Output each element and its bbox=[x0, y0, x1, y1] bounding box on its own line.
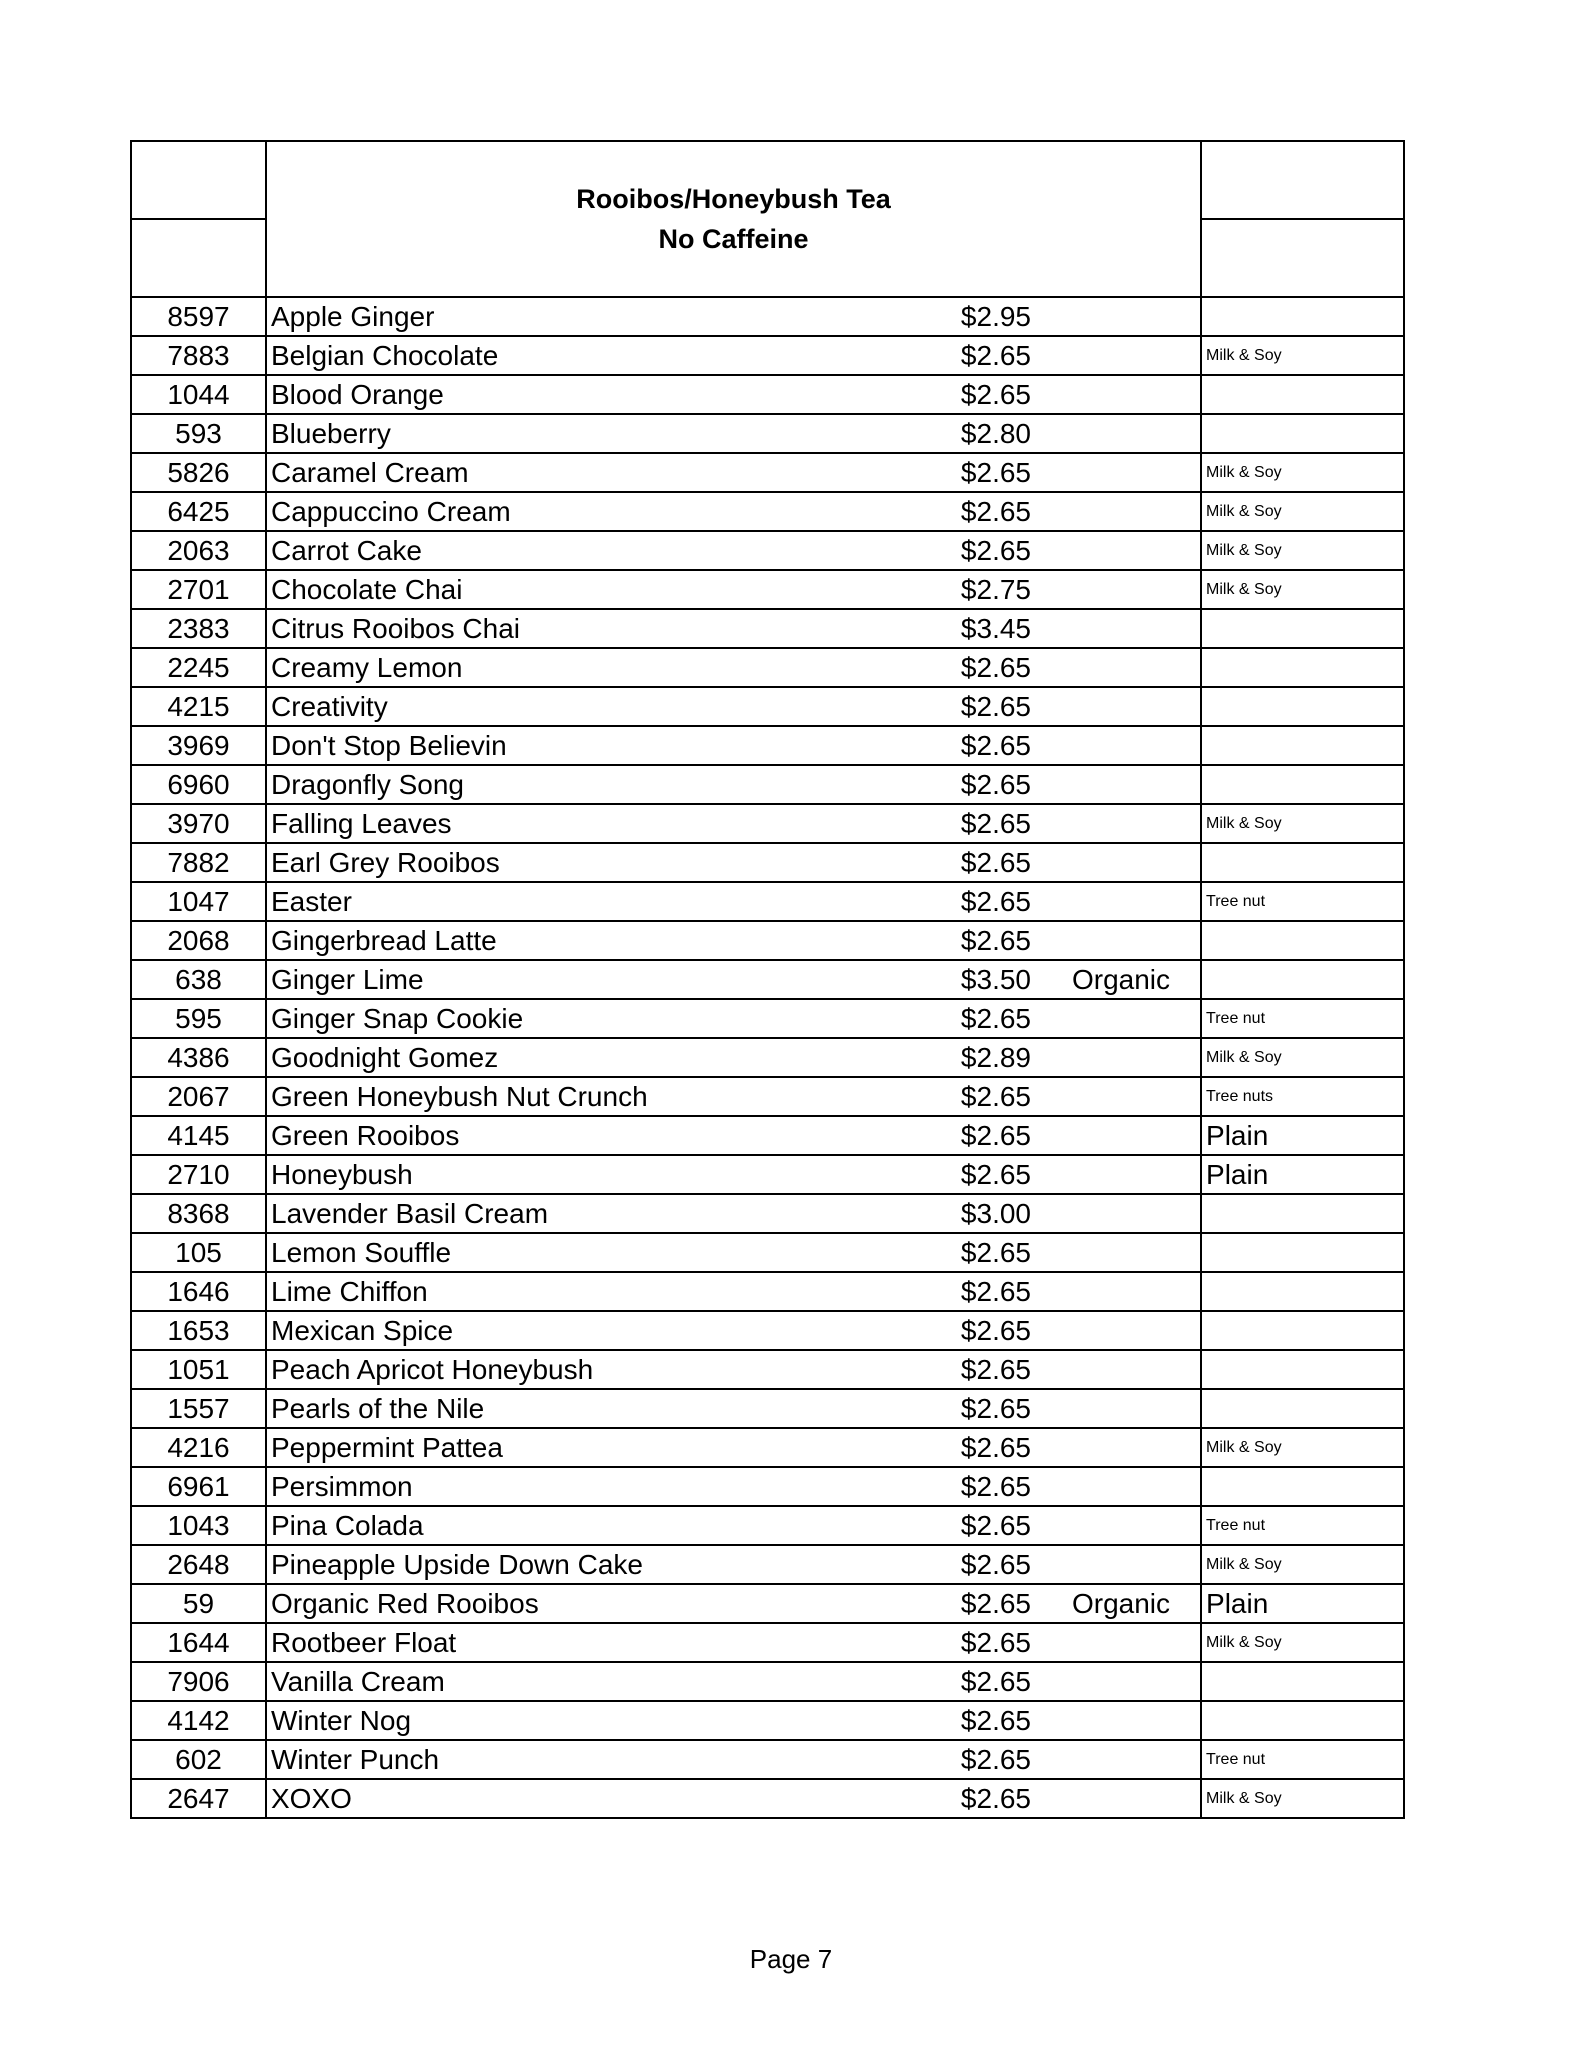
item-name: Vanilla Cream bbox=[266, 1662, 923, 1701]
item-number: 3970 bbox=[131, 804, 266, 843]
item-note bbox=[1201, 1350, 1404, 1389]
header-id-cell-top bbox=[131, 141, 266, 219]
item-price: $2.65 bbox=[923, 492, 1043, 531]
item-note: Milk & Soy bbox=[1201, 1038, 1404, 1077]
header-id-cell-bottom bbox=[131, 219, 266, 297]
item-price: $2.95 bbox=[923, 297, 1043, 336]
item-price: $2.65 bbox=[923, 336, 1043, 375]
item-note: Tree nuts bbox=[1201, 1077, 1404, 1116]
header-row-top bbox=[131, 141, 1404, 219]
item-number: 59 bbox=[131, 1584, 266, 1623]
item-price: $2.65 bbox=[923, 1155, 1043, 1194]
item-number: 6961 bbox=[131, 1467, 266, 1506]
item-number: 3969 bbox=[131, 726, 266, 765]
item-name: Winter Nog bbox=[266, 1701, 923, 1740]
item-organic bbox=[1043, 921, 1201, 960]
table-row bbox=[131, 1350, 1404, 1389]
table-body bbox=[131, 141, 1404, 1818]
item-price: $2.65 bbox=[923, 999, 1043, 1038]
item-organic bbox=[1043, 492, 1201, 531]
item-organic bbox=[1043, 297, 1201, 336]
item-number: 2245 bbox=[131, 648, 266, 687]
item-organic bbox=[1043, 1428, 1201, 1467]
item-number: 8368 bbox=[131, 1194, 266, 1233]
item-organic bbox=[1043, 1194, 1201, 1233]
item-name: Blueberry bbox=[266, 414, 923, 453]
item-number: 2701 bbox=[131, 570, 266, 609]
table-row bbox=[131, 1506, 1404, 1545]
item-note: Milk & Soy bbox=[1201, 336, 1404, 375]
item-number: 1653 bbox=[131, 1311, 266, 1350]
item-price: $2.89 bbox=[923, 1038, 1043, 1077]
item-price: $2.65 bbox=[923, 1662, 1043, 1701]
table-row bbox=[131, 297, 1404, 336]
item-note: Milk & Soy bbox=[1201, 453, 1404, 492]
table-row bbox=[131, 921, 1404, 960]
item-organic bbox=[1043, 1311, 1201, 1350]
item-price: $2.65 bbox=[923, 1779, 1043, 1818]
item-name: Belgian Chocolate bbox=[266, 336, 923, 375]
item-name: Creamy Lemon bbox=[266, 648, 923, 687]
item-name: Honeybush bbox=[266, 1155, 923, 1194]
item-price: $2.65 bbox=[923, 1506, 1043, 1545]
item-number: 7883 bbox=[131, 336, 266, 375]
table-row bbox=[131, 1740, 1404, 1779]
table-row bbox=[131, 336, 1404, 375]
item-note: Milk & Soy bbox=[1201, 570, 1404, 609]
item-note bbox=[1201, 1467, 1404, 1506]
item-number: 2067 bbox=[131, 1077, 266, 1116]
item-number: 4386 bbox=[131, 1038, 266, 1077]
item-note: Plain bbox=[1201, 1584, 1404, 1623]
item-name: Creativity bbox=[266, 687, 923, 726]
item-price: $3.45 bbox=[923, 609, 1043, 648]
table-row bbox=[131, 1662, 1404, 1701]
item-number: 7882 bbox=[131, 843, 266, 882]
item-organic bbox=[1043, 648, 1201, 687]
item-name: Persimmon bbox=[266, 1467, 923, 1506]
item-note: Milk & Soy bbox=[1201, 1623, 1404, 1662]
item-organic bbox=[1043, 882, 1201, 921]
table-row bbox=[131, 375, 1404, 414]
item-note bbox=[1201, 414, 1404, 453]
item-note bbox=[1201, 765, 1404, 804]
item-name: Goodnight Gomez bbox=[266, 1038, 923, 1077]
item-number: 595 bbox=[131, 999, 266, 1038]
item-number: 4215 bbox=[131, 687, 266, 726]
item-price: $2.65 bbox=[923, 1545, 1043, 1584]
table-row bbox=[131, 804, 1404, 843]
item-organic bbox=[1043, 843, 1201, 882]
item-price: $2.65 bbox=[923, 1350, 1043, 1389]
item-number: 5826 bbox=[131, 453, 266, 492]
table-row bbox=[131, 1428, 1404, 1467]
item-organic bbox=[1043, 414, 1201, 453]
item-name: Peppermint Pattea bbox=[266, 1428, 923, 1467]
item-organic bbox=[1043, 1389, 1201, 1428]
item-price: $3.50 bbox=[923, 960, 1043, 999]
item-price: $2.65 bbox=[923, 1116, 1043, 1155]
item-number: 1051 bbox=[131, 1350, 266, 1389]
item-note bbox=[1201, 687, 1404, 726]
item-price: $2.65 bbox=[923, 1233, 1043, 1272]
item-note: Milk & Soy bbox=[1201, 531, 1404, 570]
item-note bbox=[1201, 609, 1404, 648]
item-number: 4142 bbox=[131, 1701, 266, 1740]
item-price: $2.65 bbox=[923, 726, 1043, 765]
item-price: $2.65 bbox=[923, 1389, 1043, 1428]
item-organic bbox=[1043, 1623, 1201, 1662]
item-name: Blood Orange bbox=[266, 375, 923, 414]
table-row bbox=[131, 1389, 1404, 1428]
table-row bbox=[131, 1467, 1404, 1506]
item-note bbox=[1201, 1662, 1404, 1701]
item-price: $2.65 bbox=[923, 687, 1043, 726]
table-title bbox=[266, 141, 1201, 297]
page-number: Page 7 bbox=[749, 1944, 833, 1974]
item-note bbox=[1201, 375, 1404, 414]
item-number: 7906 bbox=[131, 1662, 266, 1701]
table-row bbox=[131, 1155, 1404, 1194]
item-note: Milk & Soy bbox=[1201, 492, 1404, 531]
item-organic bbox=[1043, 1545, 1201, 1584]
item-organic bbox=[1043, 1155, 1201, 1194]
item-price: $2.65 bbox=[923, 921, 1043, 960]
item-organic bbox=[1043, 453, 1201, 492]
item-organic: Organic bbox=[1043, 1584, 1201, 1623]
item-note bbox=[1201, 1233, 1404, 1272]
table-row bbox=[131, 960, 1404, 999]
item-name: Chocolate Chai bbox=[266, 570, 923, 609]
item-organic bbox=[1043, 726, 1201, 765]
item-organic bbox=[1043, 687, 1201, 726]
item-note: Tree nut bbox=[1201, 1740, 1404, 1779]
table-row bbox=[131, 1584, 1404, 1623]
table-row bbox=[131, 999, 1404, 1038]
table-row bbox=[131, 1701, 1404, 1740]
item-price: $2.65 bbox=[923, 1077, 1043, 1116]
item-name: Pineapple Upside Down Cake bbox=[266, 1545, 923, 1584]
item-price: $2.65 bbox=[923, 843, 1043, 882]
item-number: 4145 bbox=[131, 1116, 266, 1155]
table-row bbox=[131, 1077, 1404, 1116]
item-organic bbox=[1043, 1272, 1201, 1311]
item-name: Winter Punch bbox=[266, 1740, 923, 1779]
item-organic bbox=[1043, 609, 1201, 648]
item-number: 8597 bbox=[131, 297, 266, 336]
table-row bbox=[131, 843, 1404, 882]
item-note: Milk & Soy bbox=[1201, 1779, 1404, 1818]
header-note-cell-top bbox=[1201, 141, 1404, 219]
table-title-line2: No Caffeine bbox=[658, 224, 809, 254]
table-row bbox=[131, 1116, 1404, 1155]
item-note bbox=[1201, 1389, 1404, 1428]
item-organic bbox=[1043, 1662, 1201, 1701]
item-number: 2710 bbox=[131, 1155, 266, 1194]
item-organic bbox=[1043, 531, 1201, 570]
table-row bbox=[131, 492, 1404, 531]
item-number: 1646 bbox=[131, 1272, 266, 1311]
item-note: Tree nut bbox=[1201, 882, 1404, 921]
item-organic bbox=[1043, 1506, 1201, 1545]
table-row bbox=[131, 1311, 1404, 1350]
item-price: $3.00 bbox=[923, 1194, 1043, 1233]
item-number: 638 bbox=[131, 960, 266, 999]
item-name: Cappuccino Cream bbox=[266, 492, 923, 531]
item-note bbox=[1201, 297, 1404, 336]
tea-price-table bbox=[130, 140, 1405, 1819]
item-number: 2383 bbox=[131, 609, 266, 648]
table-row bbox=[131, 1194, 1404, 1233]
item-organic bbox=[1043, 336, 1201, 375]
item-price: $2.65 bbox=[923, 1740, 1043, 1779]
item-number: 4216 bbox=[131, 1428, 266, 1467]
item-price: $2.65 bbox=[923, 1272, 1043, 1311]
item-price: $2.75 bbox=[923, 570, 1043, 609]
item-note bbox=[1201, 1311, 1404, 1350]
item-note: Milk & Soy bbox=[1201, 1428, 1404, 1467]
item-name: Dragonfly Song bbox=[266, 765, 923, 804]
item-note: Tree nut bbox=[1201, 999, 1404, 1038]
item-name: Ginger Lime bbox=[266, 960, 923, 999]
item-price: $2.65 bbox=[923, 1311, 1043, 1350]
item-note bbox=[1201, 843, 1404, 882]
item-organic bbox=[1043, 1467, 1201, 1506]
item-number: 1043 bbox=[131, 1506, 266, 1545]
item-number: 6425 bbox=[131, 492, 266, 531]
item-name: Ginger Snap Cookie bbox=[266, 999, 923, 1038]
header-note-cell-bottom bbox=[1201, 219, 1404, 297]
item-name: Apple Ginger bbox=[266, 297, 923, 336]
item-price: $2.65 bbox=[923, 1467, 1043, 1506]
item-note bbox=[1201, 726, 1404, 765]
table-row bbox=[131, 648, 1404, 687]
item-name: Carrot Cake bbox=[266, 531, 923, 570]
table-row bbox=[131, 570, 1404, 609]
item-organic bbox=[1043, 1233, 1201, 1272]
item-note: Milk & Soy bbox=[1201, 1545, 1404, 1584]
item-note bbox=[1201, 1701, 1404, 1740]
table-row bbox=[131, 1233, 1404, 1272]
item-name: Easter bbox=[266, 882, 923, 921]
table-row bbox=[131, 726, 1404, 765]
table-row bbox=[131, 1779, 1404, 1818]
item-note bbox=[1201, 1194, 1404, 1233]
item-organic: Organic bbox=[1043, 960, 1201, 999]
item-organic bbox=[1043, 570, 1201, 609]
item-name: Pina Colada bbox=[266, 1506, 923, 1545]
item-price: $2.65 bbox=[923, 648, 1043, 687]
item-number: 1644 bbox=[131, 1623, 266, 1662]
item-price: $2.65 bbox=[923, 453, 1043, 492]
item-organic bbox=[1043, 1350, 1201, 1389]
item-organic bbox=[1043, 375, 1201, 414]
table-row bbox=[131, 453, 1404, 492]
item-organic bbox=[1043, 1077, 1201, 1116]
item-organic bbox=[1043, 1779, 1201, 1818]
item-organic bbox=[1043, 765, 1201, 804]
item-name: Green Honeybush Nut Crunch bbox=[266, 1077, 923, 1116]
item-price: $2.65 bbox=[923, 882, 1043, 921]
item-name: Earl Grey Rooibos bbox=[266, 843, 923, 882]
item-number: 6960 bbox=[131, 765, 266, 804]
item-number: 2068 bbox=[131, 921, 266, 960]
item-note: Plain bbox=[1201, 1116, 1404, 1155]
item-name: Citrus Rooibos Chai bbox=[266, 609, 923, 648]
item-name: Lavender Basil Cream bbox=[266, 1194, 923, 1233]
item-note bbox=[1201, 960, 1404, 999]
item-organic bbox=[1043, 1038, 1201, 1077]
item-price: $2.65 bbox=[923, 804, 1043, 843]
item-price: $2.65 bbox=[923, 375, 1043, 414]
item-name: Organic Red Rooibos bbox=[266, 1584, 923, 1623]
item-name: Lemon Souffle bbox=[266, 1233, 923, 1272]
item-note: Plain bbox=[1201, 1155, 1404, 1194]
item-name: Rootbeer Float bbox=[266, 1623, 923, 1662]
table-row bbox=[131, 687, 1404, 726]
item-price: $2.65 bbox=[923, 1428, 1043, 1467]
item-note: Milk & Soy bbox=[1201, 804, 1404, 843]
item-price: $2.65 bbox=[923, 1584, 1043, 1623]
item-number: 1044 bbox=[131, 375, 266, 414]
item-name: Peach Apricot Honeybush bbox=[266, 1350, 923, 1389]
item-name: Mexican Spice bbox=[266, 1311, 923, 1350]
item-number: 2648 bbox=[131, 1545, 266, 1584]
item-number: 2063 bbox=[131, 531, 266, 570]
item-organic bbox=[1043, 1701, 1201, 1740]
table-row bbox=[131, 414, 1404, 453]
item-number: 593 bbox=[131, 414, 266, 453]
table-row bbox=[131, 1545, 1404, 1584]
item-name: Don't Stop Believin bbox=[266, 726, 923, 765]
table-title-line1: Rooibos/Honeybush Tea bbox=[576, 184, 891, 214]
item-name: Lime Chiffon bbox=[266, 1272, 923, 1311]
table-row bbox=[131, 1038, 1404, 1077]
item-note bbox=[1201, 648, 1404, 687]
item-price: $2.65 bbox=[923, 765, 1043, 804]
table-row bbox=[131, 882, 1404, 921]
item-number: 105 bbox=[131, 1233, 266, 1272]
item-note bbox=[1201, 921, 1404, 960]
item-number: 2647 bbox=[131, 1779, 266, 1818]
item-organic bbox=[1043, 1116, 1201, 1155]
item-name: Green Rooibos bbox=[266, 1116, 923, 1155]
table-row bbox=[131, 1623, 1404, 1662]
item-note bbox=[1201, 1272, 1404, 1311]
item-name: XOXO bbox=[266, 1779, 923, 1818]
item-name: Falling Leaves bbox=[266, 804, 923, 843]
table-row bbox=[131, 765, 1404, 804]
item-organic bbox=[1043, 804, 1201, 843]
item-name: Gingerbread Latte bbox=[266, 921, 923, 960]
table-row bbox=[131, 609, 1404, 648]
item-note: Tree nut bbox=[1201, 1506, 1404, 1545]
item-number: 602 bbox=[131, 1740, 266, 1779]
item-price: $2.65 bbox=[923, 531, 1043, 570]
item-name: Pearls of the Nile bbox=[266, 1389, 923, 1428]
item-number: 1047 bbox=[131, 882, 266, 921]
item-name: Caramel Cream bbox=[266, 453, 923, 492]
item-price: $2.65 bbox=[923, 1701, 1043, 1740]
item-organic bbox=[1043, 999, 1201, 1038]
item-organic bbox=[1043, 1740, 1201, 1779]
item-price: $2.65 bbox=[923, 1623, 1043, 1662]
item-number: 1557 bbox=[131, 1389, 266, 1428]
item-price: $2.80 bbox=[923, 414, 1043, 453]
table-row bbox=[131, 1272, 1404, 1311]
table-row bbox=[131, 531, 1404, 570]
